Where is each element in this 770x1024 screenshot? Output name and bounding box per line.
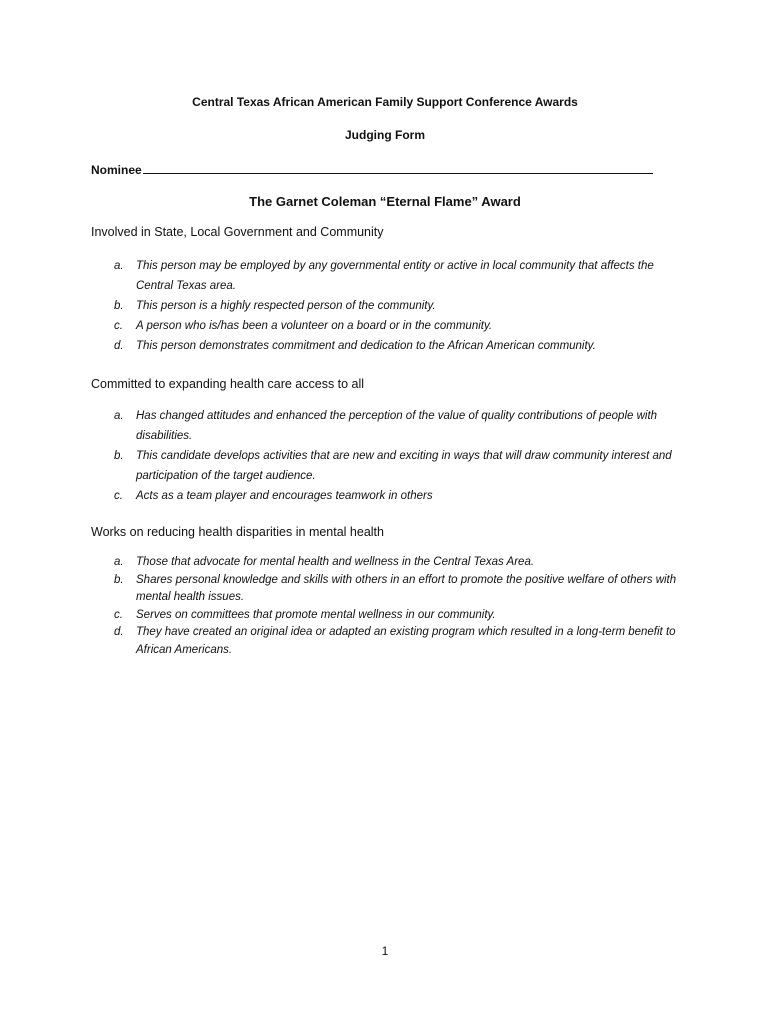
list-item-text: This person may be employed by any governmental entity or active in local community that affects the Central Texas area. (136, 260, 654, 292)
page-number: 1 (381, 944, 389, 958)
criteria-list-government (114, 256, 694, 356)
list-item (114, 624, 694, 659)
list-item (114, 572, 694, 607)
list-item (114, 446, 694, 486)
list-item (114, 256, 694, 296)
list-marker: b. (114, 573, 124, 586)
list-item (114, 607, 694, 625)
list-item (114, 296, 694, 316)
section-heading-mental-health: Works on reducing health disparities in mental health (91, 525, 384, 539)
list-marker: a. (114, 260, 124, 272)
section-heading-health-care: Committed to expanding health care access to all (91, 377, 365, 391)
list-marker: c. (114, 490, 123, 502)
list-item-text: Those that advocate for mental health and wellness in the Central Texas Area. (136, 556, 535, 568)
nominee-field (91, 161, 653, 177)
list-item-text: They have created an original idea or adapted an existing program which resulted in a long-term benefit to African Americans. (136, 626, 676, 656)
list-marker: c. (114, 320, 123, 332)
form-title: Judging Form (345, 128, 425, 142)
list-item (114, 316, 694, 336)
criteria-list-mental-health (114, 554, 694, 659)
list-item (114, 554, 694, 572)
criteria-list-health-care (114, 406, 694, 506)
list-marker: c. (114, 608, 123, 621)
list-item-text: Shares personal knowledge and skills with others in an effort to promote the positive welfare of others with mental health issues. (136, 573, 677, 603)
list-item-text: This person demonstrates commitment and dedication to the African American community. (136, 340, 596, 352)
list-item-text: A person who is/has been a volunteer on a board or in the community. (136, 320, 493, 332)
list-marker: d. (114, 340, 124, 352)
list-item-text: This person is a highly respected person of the community. (136, 300, 436, 312)
award-title: The Garnet Coleman “Eternal Flame” Award (249, 194, 521, 209)
conference-title: Central Texas African American Family Support Conference Awards (192, 95, 578, 109)
list-item (114, 336, 694, 356)
list-marker: a. (114, 410, 124, 422)
list-item-text: Has changed attitudes and enhanced the perception of the value of quality contributions of people with disabilities. (136, 410, 658, 442)
list-item-text: This candidate develops activities that are new and exciting in ways that will draw community interest and participation of the target audience. (136, 450, 672, 482)
list-item-text: Acts as a team player and encourages teamwork in others (136, 490, 433, 502)
list-marker: a. (114, 556, 124, 568)
section-heading-government: Involved in State, Local Government and Community (91, 225, 384, 239)
nominee-blank-line (143, 161, 653, 174)
list-marker: b. (114, 300, 124, 312)
list-item (114, 406, 694, 446)
nominee-label: Nominee (91, 163, 142, 177)
list-marker: b. (114, 450, 124, 462)
list-item-text: Serves on committees that promote mental wellness in our community. (136, 608, 496, 621)
list-item (114, 486, 694, 506)
list-marker: d. (114, 626, 124, 638)
